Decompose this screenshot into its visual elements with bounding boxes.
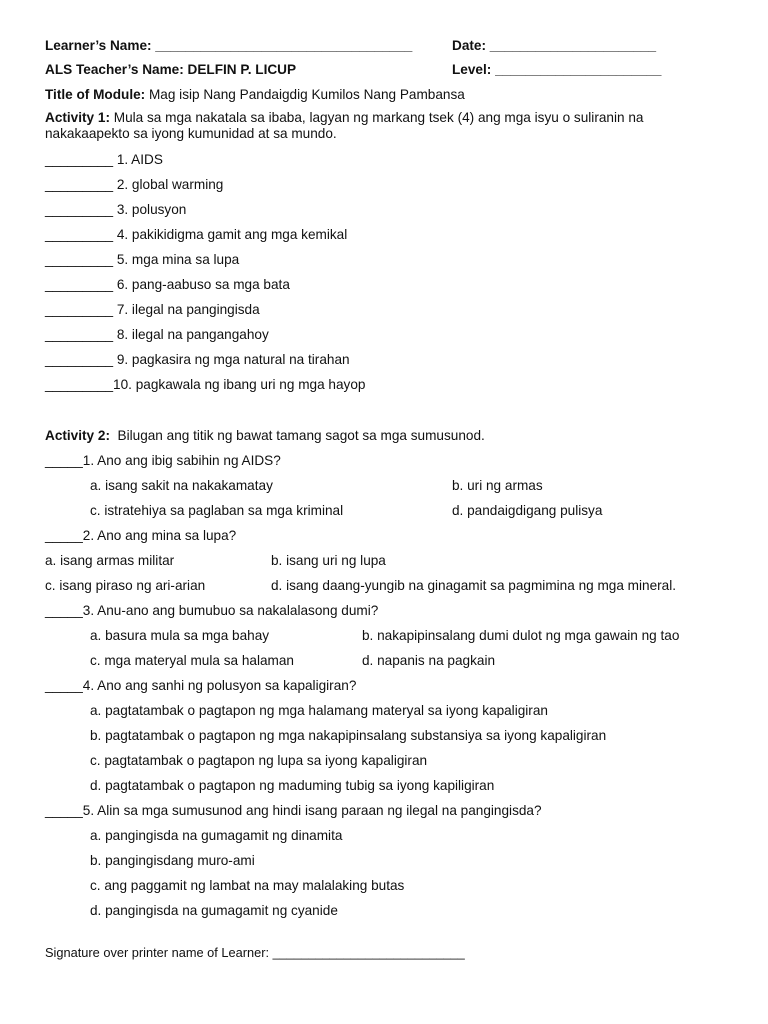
q5-choice-a: a. pangingisda na gumagamit ng dinamita (90, 828, 343, 843)
question-3: _____3. Anu-ano ang bumubuo sa nakalalasong dumi? (45, 603, 379, 618)
q2-choice-d: d. isang daang-yungib na ginagamit sa pagmimina ng mga mineral. (271, 578, 677, 593)
q1-choice-b: b. uri ng armas (452, 478, 543, 493)
q4-choice-b: b. pagtatambak o pagtapon ng mga nakapipinsalang substansiya sa iyong kapaligiran (90, 728, 607, 743)
activity1-item: _________ 6. pang-aabuso sa mga bata (45, 277, 290, 292)
q1-choice-d: d. pandaigdigang pulisya (452, 503, 603, 518)
q4-choice-a: a. pagtatambak o pagtapon ng mga halamang materyal sa iyong kapaligiran (90, 703, 548, 718)
level-line: Level: ______________________ (452, 62, 662, 77)
activity1-instruction: Activity 1: Mula sa mga nakatala sa ibaba, lagyan ng markang tsek (4) ang mga isyu o suliranin na (45, 110, 644, 125)
teacher-name-line: ALS Teacher’s Name: DELFIN P. LICUP (45, 62, 297, 77)
question-4: _____4. Ano ang sanhi ng polusyon sa kapaligiran? (45, 678, 357, 693)
activity1-item: _________ 1. AIDS (45, 152, 163, 167)
module-title: Mag isip Nang Pandaigdig Kumilos Nang Pambansa (145, 87, 465, 102)
question-5: _____5. Alin sa mga sumusunod ang hindi isang paraan ng ilegal na pangingisda? (45, 803, 542, 818)
question-1: _____1. Ano ang ibig sabihin ng AIDS? (45, 453, 281, 468)
q1-choice-a: a. isang sakit na nakakamatay (90, 478, 273, 493)
activity1-item: _________ 3. polusyon (45, 202, 187, 217)
signature-line: Signature over printer name of Learner: ___________________________ (45, 945, 465, 960)
module-label: Title of Module: (45, 87, 146, 102)
q5-choice-d: d. pangingisda na gumagamit ng cyanide (90, 903, 338, 918)
activity1-label: Activity 1: (45, 110, 110, 125)
q2-choice-c: c. isang piraso ng ari-arian (45, 578, 206, 593)
activity1-instruction-cont: nakakaapekto sa iyong kumunidad at sa mundo. (45, 126, 337, 141)
activity1-item: _________ 9. pagkasira ng mga natural na tirahan (45, 352, 350, 367)
q3-choice-d: d. napanis na pagkain (362, 653, 496, 668)
module-title-line (45, 88, 465, 102)
activity1-item: _________ 4. pakikidigma gamit ang mga kemikal (45, 227, 348, 242)
q4-choice-c: c. pagtatambak o pagtapon ng lupa sa iyong kapaligiran (90, 753, 428, 768)
learner-name-line: Learner’s Name: __________________________________ (45, 38, 413, 53)
activity1-item: _________ 8. ilegal na pangangahoy (45, 327, 269, 342)
activity1-item: _________ 5. mga mina sa lupa (45, 252, 240, 267)
activity2-instruction: Activity 2: Bilugan ang titik ng bawat tamang sagot sa mga sumusunod. (45, 428, 485, 443)
activity1-item: _________ 2. global warming (45, 177, 224, 192)
q3-choice-a: a. basura mula sa mga bahay (90, 628, 270, 643)
activity2-label: Activity 2: (45, 428, 110, 443)
q5-choice-b: b. pangingisdang muro-ami (90, 853, 255, 868)
q2-choice-a: a. isang armas militar (45, 553, 175, 568)
activity1-item: _________ 7. ilegal na pangingisda (45, 302, 260, 317)
q2-choice-b: b. isang uri ng lupa (271, 553, 386, 568)
date-line: Date: ______________________ (452, 38, 657, 53)
question-2: _____2. Ano ang mina sa lupa? (45, 528, 237, 543)
activity1-item: _________10. pagkawala ng ibang uri ng mga hayop (45, 377, 366, 392)
q3-choice-b: b. nakapipinsalang dumi dulot ng mga gawain ng tao (362, 628, 680, 643)
q3-choice-c: c. mga materyal mula sa halaman (90, 653, 294, 668)
q1-choice-c: c. istratehiya sa paglaban sa mga kriminal (90, 503, 344, 518)
q4-choice-d: d. pagtatambak o pagtapon ng maduming tubig sa iyong kapiligiran (90, 778, 495, 793)
q5-choice-c: c. ang paggamit ng lambat na may malalaking butas (90, 878, 405, 893)
